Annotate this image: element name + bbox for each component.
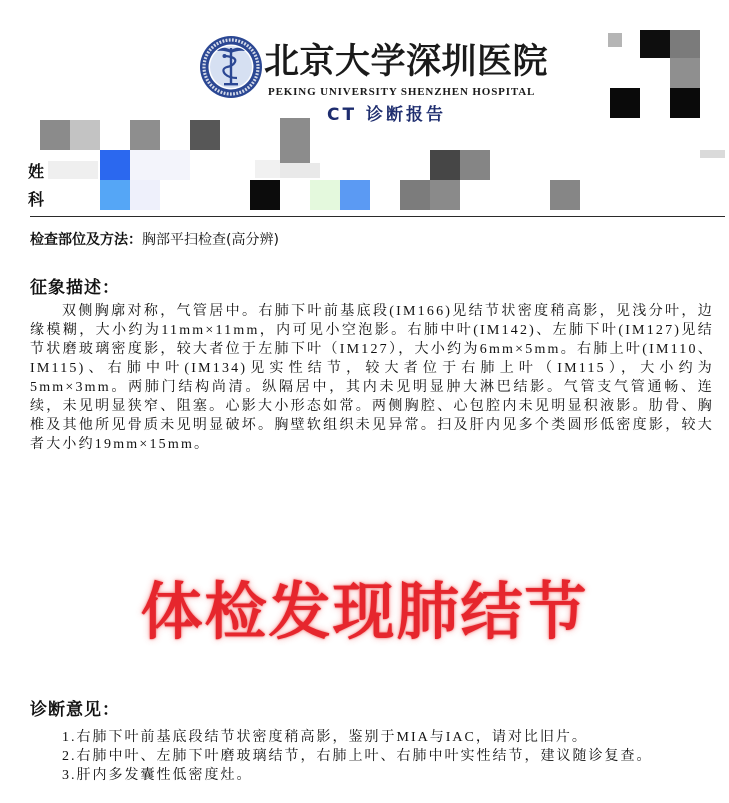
redaction-block [250,180,280,210]
hospital-name-english: PEKING UNIVERSITY SHENZHEN HOSPITAL [268,86,536,98]
redaction-block [280,163,320,178]
redaction-block [70,120,100,150]
exam-method [30,230,279,250]
redaction-block [700,150,725,158]
diagnosis-item: 2.右肺中叶、左肺下叶磨玻璃结节，右肺上叶、右肺中叶实性结节，建议随诊复查。 [62,749,653,764]
diagnosis-list [62,728,653,785]
redaction-block [670,30,700,58]
header-divider [30,216,725,217]
report-title: CT 诊断报告 [327,105,446,125]
redaction-block [310,180,340,210]
redaction-block [280,118,310,163]
redaction-block [100,150,130,180]
department-label: 科 [28,190,45,209]
redaction-block [460,150,490,180]
redaction-block [608,33,622,47]
exam-method-label: 检查部位及方法： [30,232,142,248]
redaction-block [610,88,640,118]
patient-name-label: 姓 [28,162,45,181]
logo-snake-head [223,54,227,58]
redaction-block [670,88,700,118]
overlay-caption: 体检发现肺结节 [140,575,589,648]
redaction-block [100,180,130,210]
redaction-block [550,180,580,210]
redaction-block [340,180,370,210]
diagnosis-heading: 诊断意见： [30,700,120,720]
redaction-block [670,58,700,88]
hospital-emblem-icon [199,35,263,99]
exam-method-value: 胸部平扫检查(高分辨) [142,232,279,248]
redaction-block [40,120,70,150]
redaction-block [48,161,98,179]
redaction-block [400,180,430,210]
hospital-name: 北京大学深圳医院 [264,41,549,82]
redaction-block [430,150,460,180]
redaction-block [430,180,460,210]
findings-text: 双侧胸廓对称，气管居中。右肺下叶前基底段(IM166)见结节状密度稍高影，见浅分叶，边缘模糊，大小约为11mm×11mm，内可见小空泡影。右肺中叶(IM142)、左肺下叶(IM127)见结节状磨玻璃密度影，较大者位于左肺下叶（IM127），大小约为6mm×5mm。右肺上叶(IM110、IM115)、右肺中叶(IM134)见实性结节，较大者位于右肺上叶（IM115），大小约为5mm×3mm。两肺门结构尚清。纵隔居中，其内未见明显肿大淋巴结影。气管支气管通畅、连续，未见明显狭窄、阻塞。心影大小形态如常。两侧胸腔、心包腔内未见明显积液影。肋骨、胸椎及其他所见骨质未见明显破坏。胸壁软组织未见异常。扫及肝内见多个类圆形低密度影，较大者大小约19mm×15mm。 [30,304,714,452]
redaction-block [130,120,160,150]
findings-heading: 征象描述： [30,278,120,298]
redaction-block [255,160,280,178]
redaction-block [640,30,670,58]
redaction-block [130,150,190,180]
logo-base [224,83,238,85]
redaction-block [190,120,220,150]
diagnosis-item: 3.肝内多发囊性低密度灶。 [62,768,253,783]
redaction-block [130,180,160,210]
diagnosis-item: 1.右肺下叶前基底段结节状密度稍高影，鉴别于MIA与IAC，请对比旧片。 [62,730,588,745]
